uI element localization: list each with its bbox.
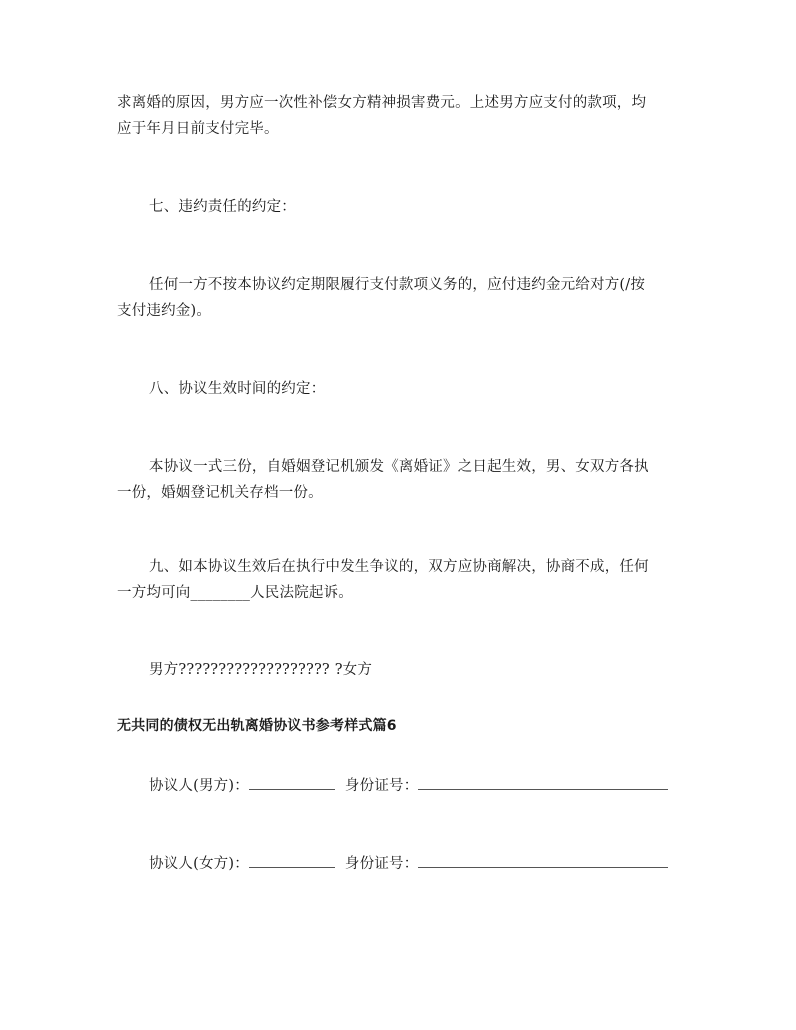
section-9-line2: 一方均可向________人民法院起诉。	[117, 585, 353, 601]
form-row-husband	[149, 775, 719, 796]
wife-id-blank	[418, 853, 668, 868]
signature-line: 男方??????????????????? ?女方	[149, 662, 373, 678]
paragraph-compensation-line2: 应于年月日前支付完毕。	[117, 121, 279, 137]
section-8-title: 八、协议生效时间的约定：	[149, 381, 326, 397]
wife-id-label: 身份证号：	[344, 856, 419, 872]
form-row-wife	[149, 853, 719, 874]
wife-name-blank	[249, 853, 335, 868]
husband-label: 协议人(男方)：	[149, 778, 249, 794]
paragraph-effective-line2: 一份，婚姻登记机关存档一份。	[117, 485, 323, 501]
husband-name-blank	[249, 775, 335, 790]
husband-id-blank	[418, 775, 668, 790]
wife-label: 协议人(女方)：	[149, 856, 249, 872]
paragraph-compensation-line1: 求离婚的原因，男方应一次性补偿女方精神损害费元。上述男方应支付的款项，均	[117, 95, 647, 111]
husband-id-label: 身份证号：	[344, 778, 419, 794]
paragraph-penalty-line2: 支付违约金)。	[117, 303, 212, 319]
section-7-title: 七、违约责任的约定：	[149, 199, 296, 215]
article-heading: 无共同的债权无出轨离婚协议书参考样式篇6	[117, 718, 397, 734]
paragraph-penalty-line1: 任何一方不按本协议约定期限履行支付款项义务的，应付违约金元给对方(/按	[149, 277, 646, 293]
paragraph-effective-line1: 本协议一式三份，自婚姻登记机颁发《离婚证》之日起生效，男、女双方各执	[149, 459, 649, 475]
section-9-line1: 九、如本协议生效后在执行中发生争议的，双方应协商解决，协商不成，任何	[149, 559, 649, 575]
